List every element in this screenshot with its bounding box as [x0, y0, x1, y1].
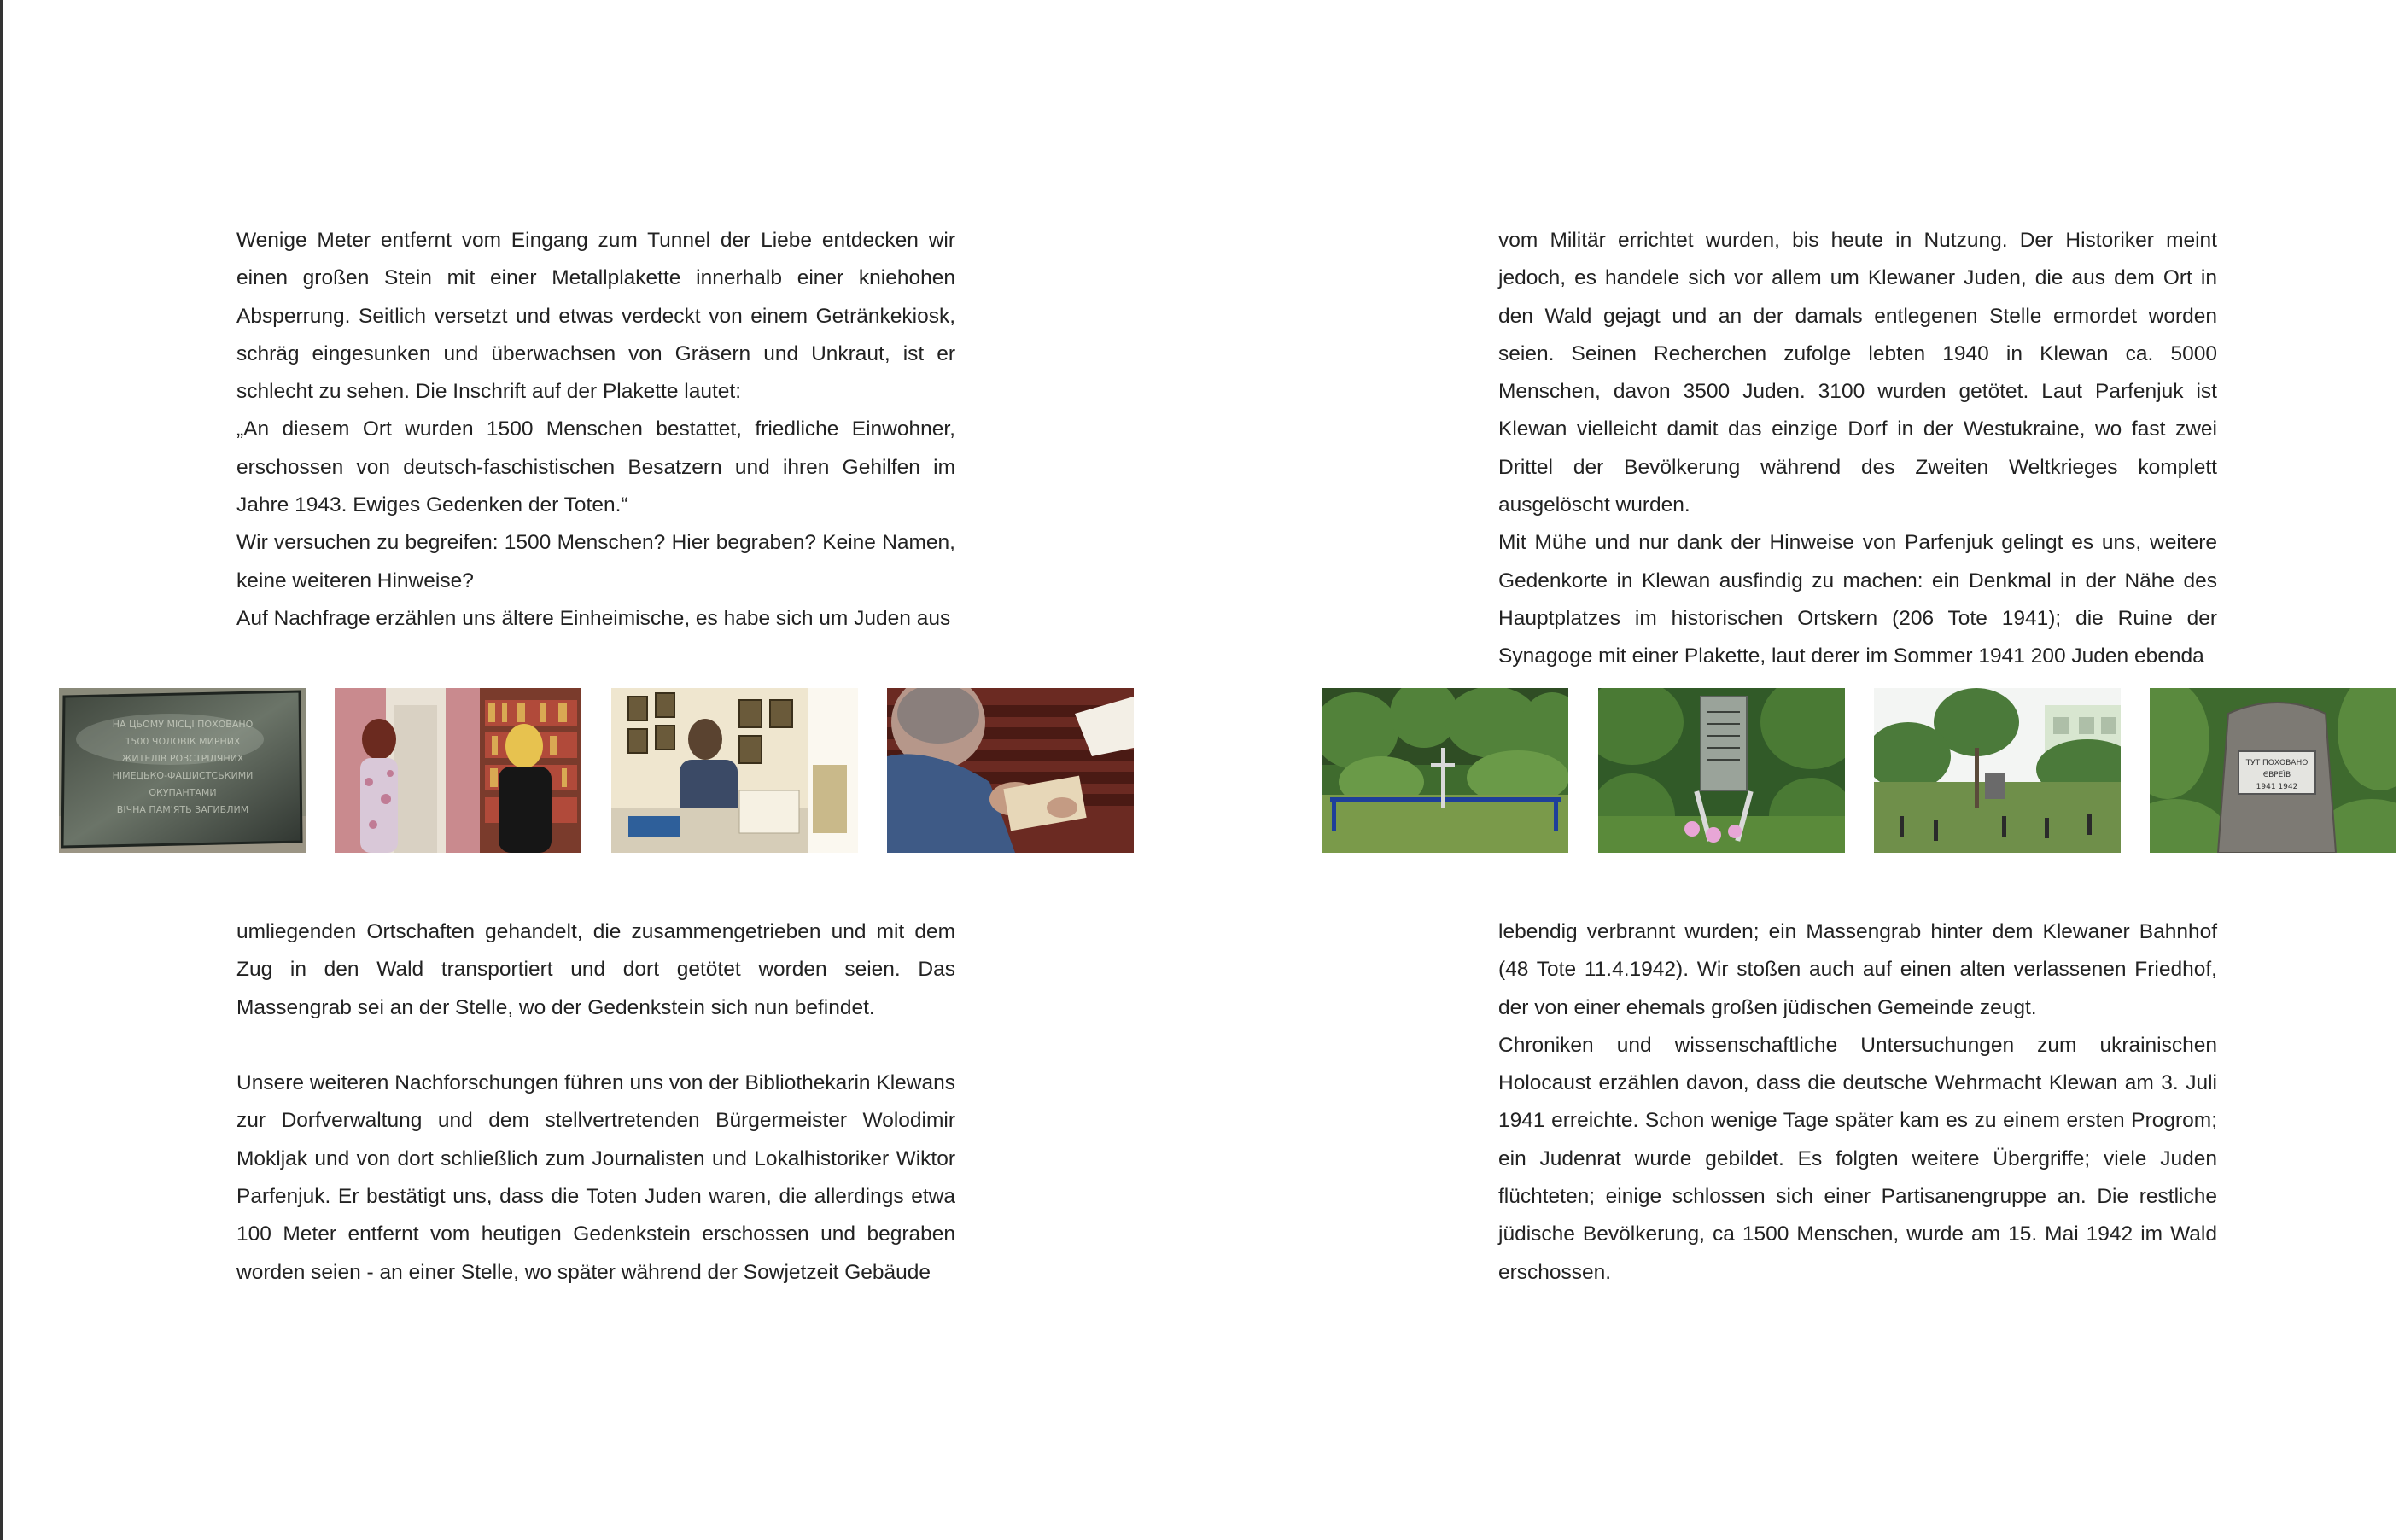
- paragraph: Mit Mühe und nur dank der Hinweise von Parfenjuk gelingt es uns, weitere Gedenkorte in Klewan ausfindig zu machen: ein Denkmal in der Nähe des Hauptplatzes im historischen Ortskern (206 Tote 1941); die Ruine der Synagoge mit einer Plakette, laut derer im Sommer 1941 200 Juden ebenda: [1498, 531, 2217, 668]
- paragraph: Wenige Meter entfernt vom Eingang zum Tunnel der Liebe entdecken wir einen großen Stein mit einer Metallplakette innerhalb einer kniehohen Absperrung. Seitlich versetzt und etwas verdeckt von einem Getränkekiosk, schräg eingesunken und überwachsen von Gräsern und Unkraut, ist er schlecht zu sehen. Die Inschrift auf der Plakette lautet:: [236, 229, 955, 404]
- page-edge-rule: [0, 0, 3, 1540]
- plaque-line: НІМЕЦЬКО-ФАШИСТСЬКИМИ: [112, 770, 254, 781]
- right-top-text-block: [1498, 222, 2217, 676]
- plaque-line: 1500 ЧОЛОВІК МИРНИХ: [125, 736, 241, 747]
- paragraph: Chroniken und wissenschaftliche Untersuchungen zum ukrainischen Holocaust erzählen davon, dass die deutsche Wehrmacht Klewan am 3. Juli 1941 erreichte. Schon wenige Tage später kam es zu einem ersten Progrom; ein Judenrat wurde gebildet. Es folgten weitere Übergriffe; viele Juden flüchteten; einige schlossen sich einer Partisanengruppe an. Die restliche jüdische Bevölkerung, ca 1500 Menschen, wurde am 15. Mai 1942 im Wald erschossen.: [1498, 1033, 2217, 1284]
- plaque-line: ЖИТЕЛІВ РОЗСТРІЛЯНИХ: [121, 753, 244, 764]
- paragraph: Auf Nachfrage erzählen uns ältere Einheimische, es habe sich um Juden aus: [236, 606, 951, 630]
- plaque-line: ВІЧНА ПАМ'ЯТЬ ЗАГИБЛИМ: [116, 804, 249, 815]
- memorial-stone-photo: [2150, 688, 2396, 853]
- memorial-sign-flowers-photo: [1598, 688, 1845, 853]
- paragraph: umliegenden Ortschaften gehandelt, die zusammengetrieben und mit dem Zug in den Wald transportiert und dort getötet worden seien. Das Massengrab sei an der Stelle, wo der Gedenkstein sich nun befindet.: [236, 920, 955, 1019]
- paragraph: vom Militär errichtet wurden, bis heute in Nutzung. Der Historiker meint jedoch, es handele sich vor allem um Klewaner Juden, die aus dem Ort in den Wald gejagt und an der damals entlegenen Stelle ermordet worden seien. Seinen Recherchen zufolge lebten 1940 in Klewan ca. 5000 Menschen, davon 3500 Juden. 3100 wurden getötet. Laut Parfenjuk ist Klewan vielleicht damit das einzige Dorf in der Westukraine, wo fast zwei Drittel der Bevölkerung während des Zweiten Weltkrieges komplett ausgelöscht wurden.: [1498, 229, 2217, 517]
- plaque-line: ЄВРЕЇВ: [2262, 771, 2291, 779]
- historian-documents-photo: [887, 688, 1134, 853]
- plaque-line: НА ЦЬОМУ МІСЦІ ПОХОВАНО: [112, 719, 254, 730]
- left-bottom-text-block: [236, 913, 955, 1292]
- plaque-line: ТУТ ПОХОВАНО: [2245, 759, 2309, 767]
- paragraph: lebendig verbrannt wurden; ein Massengrab hinter dem Klewaner Bahnhof (48 Tote 11.4.1942). Wir stoßen auch auf einen alten verlassenen Friedhof, der von einer ehemals großen jüdischen Gemeinde zeugt.: [1498, 920, 2217, 1019]
- office-phone-photo: [611, 688, 858, 853]
- synagogue-ruin-site-photo: [1874, 688, 2121, 853]
- memorial-plaque-photo: [59, 688, 306, 853]
- left-top-text-block: [236, 222, 955, 638]
- forest-fence-memorial-photo: [1322, 688, 1568, 853]
- paragraph: Unsere weiteren Nachforschungen führen uns von der Bibliothekarin Klewans zur Dorfverwaltung und dem stellvertretenden Bürgermeister Wolodimir Mokljak und von dort schließlich zum Journalisten und Lokalhistoriker Wiktor Parfenjuk. Er bestätigt uns, dass die Toten Juden waren, die allerdings etwa 100 Meter entfernt vom heutigen Gedenkstein erschossen und begraben worden seien - an einer Stelle, wo später während der Sowjetzeit Gebäude: [236, 1071, 955, 1284]
- paragraph: Wir versuchen zu begreifen: 1500 Menschen? Hier begraben? Keine Namen, keine weiteren Hinweise?: [236, 531, 955, 592]
- plaque-line: 1941 1942: [2256, 783, 2298, 791]
- library-photo: [335, 688, 581, 853]
- plaque-line: ОКУПАНТАМИ: [149, 787, 217, 798]
- right-bottom-text-block: [1498, 913, 2217, 1292]
- paragraph: „An diesem Ort wurden 1500 Menschen bestattet, friedliche Einwohner, erschossen von deutsch-faschistischen Besatzern und ihren Gehilfen im Jahre 1943. Ewiges Gedenken der Toten.“: [236, 417, 955, 517]
